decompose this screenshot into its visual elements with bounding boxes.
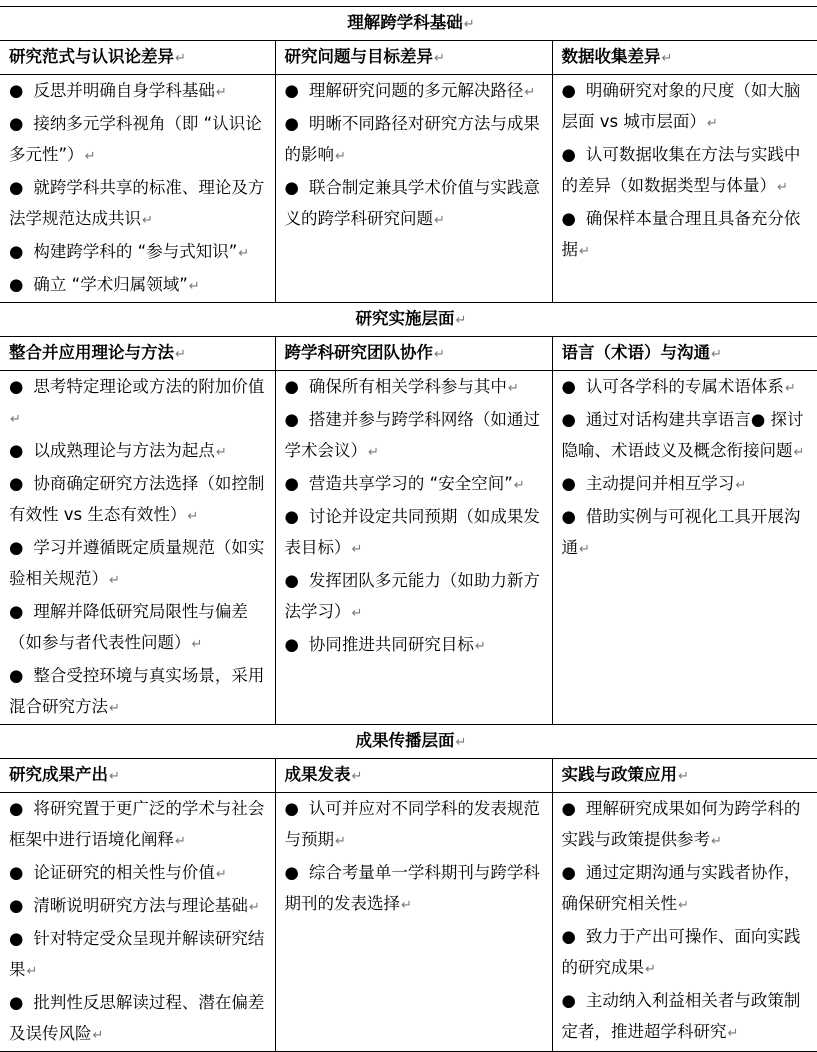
list-item: [285, 108, 548, 172]
column-header: [552, 759, 817, 793]
column-header-text: 整合并应用理论与方法: [9, 343, 174, 362]
content-cell: [552, 75, 817, 303]
bullet-icon: ●: [561, 377, 576, 396]
list-item-text: 理解并降低研究局限性与偏差（如参与者代表性问题）: [9, 602, 248, 652]
paragraph-mark: ↵: [175, 834, 186, 849]
list-item: [285, 468, 548, 501]
paragraph-mark: ↵: [188, 279, 200, 294]
paragraph-mark: ↵: [579, 244, 590, 259]
content-cell: [552, 793, 817, 1052]
paragraph-mark: ↵: [434, 51, 445, 66]
list-item: [9, 75, 271, 108]
column-header: [275, 41, 552, 75]
column-header-row: [0, 41, 817, 75]
list-item-text: 将研究置于更广泛的学术与社会框架中进行语境化阐释: [9, 799, 265, 849]
column-header-row: [0, 337, 817, 371]
list-item: [9, 236, 271, 269]
bullet-icon: ●: [9, 242, 24, 261]
paragraph-mark: ↵: [507, 381, 519, 396]
paragraph-mark: ↵: [191, 637, 203, 652]
bullet-icon: ●: [9, 896, 24, 915]
list-item-text: 批判性反思解读过程、潜在偏差及误传风险: [9, 993, 265, 1043]
bullet-icon: ●: [561, 474, 576, 493]
column-header-text: 数据收集差异: [561, 47, 661, 66]
list-item-text: 认可各学科的专属术语体系: [585, 377, 784, 396]
list-item: [285, 75, 548, 108]
paragraph-mark: ↵: [434, 347, 445, 362]
bullet-icon: ●: [284, 799, 299, 818]
list-item-text: 协商确定研究方法选择（如控制有效性 vs 生态有效性）: [9, 474, 265, 524]
list-item: [562, 921, 814, 985]
list-item: [9, 857, 271, 890]
bullet-icon: ●: [9, 81, 24, 100]
paragraph-mark: ↵: [793, 445, 805, 460]
content-cell: [0, 793, 275, 1052]
paragraph-mark: ↵: [10, 412, 21, 427]
paragraph-mark: ↵: [248, 900, 260, 915]
paragraph-mark: ↵: [215, 445, 227, 460]
column-header: [275, 759, 552, 793]
bullet-icon: ●: [561, 145, 576, 164]
paragraph-mark: ↵: [175, 51, 186, 66]
content-row: [0, 793, 817, 1052]
bullet-icon: ●: [561, 799, 576, 818]
paragraph-mark: ↵: [678, 898, 689, 913]
paragraph-mark: ↵: [434, 213, 445, 228]
list-item: [562, 139, 814, 203]
paragraph-mark: ↵: [351, 769, 363, 784]
paragraph-mark: ↵: [524, 85, 536, 100]
list-item: [562, 75, 814, 139]
content-cell: [275, 371, 552, 725]
list-item-text: 思考特定理论或方法的附加价值: [33, 377, 265, 396]
bullet-icon: ●: [284, 410, 299, 429]
column-header: [0, 41, 275, 75]
list-item-text: 主动纳入利益相关者与政策制定者，推进超学科研究: [561, 991, 801, 1041]
list-item-text: 营造共享学习的 “安全空间”: [308, 474, 513, 493]
content-cell: [275, 793, 552, 1052]
paragraph-mark: ↵: [513, 478, 525, 493]
list-item-text: 接纳多元学科视角（即 “认识论多元性”）: [9, 114, 262, 164]
paragraph-mark: ↵: [727, 1026, 739, 1041]
list-item: [562, 468, 814, 501]
section-title-text: 理解跨学科基础: [347, 13, 463, 32]
list-item-text: 理解研究问题的多元解决路径: [308, 81, 524, 100]
bullet-icon: ●: [9, 114, 24, 133]
paragraph-mark: ↵: [579, 542, 590, 557]
list-item-text: 理解研究成果如何为跨学科的实践与政策提供参考: [561, 799, 801, 849]
paragraph-mark: ↵: [84, 149, 96, 164]
list-item-text: 通过定期沟通与实践者协作，确保研究相关性: [561, 863, 801, 913]
list-item: [562, 793, 814, 857]
paragraph-mark: ↵: [661, 51, 673, 66]
section-title: [0, 725, 817, 759]
list-item-text: 学习并遵循既定质量规范（如实验相关规范）: [9, 538, 265, 588]
framework-table: [0, 6, 817, 1052]
section-title: [0, 303, 817, 337]
list-item: [285, 404, 548, 468]
list-item-text: 确立 “学术归属领域”: [33, 275, 188, 294]
content-row: [0, 371, 817, 725]
content-row: [0, 75, 817, 303]
content-cell: [552, 371, 817, 725]
list-item-text: 整合受控环境与真实场景，采用混合研究方法: [9, 666, 265, 716]
column-header: [0, 759, 275, 793]
list-item-text: 搭建并参与跨学科网络（如通过学术会议）: [284, 410, 540, 460]
paragraph-mark: ↵: [175, 347, 186, 362]
bullet-icon: ●: [9, 178, 24, 197]
list-item: [562, 404, 814, 468]
paragraph-mark: ↵: [187, 509, 199, 524]
list-item: [562, 203, 814, 267]
bullet-icon: ●: [9, 666, 24, 685]
list-item: [285, 501, 548, 565]
paragraph-mark: ↵: [351, 542, 363, 557]
paragraph-mark: ↵: [142, 213, 153, 228]
bullet-icon: ●: [284, 178, 299, 197]
bullet-icon: ●: [284, 635, 299, 654]
list-item-text: 发挥团队多元能力（如助力新方法学习）: [284, 571, 540, 621]
paragraph-mark: ↵: [463, 17, 475, 32]
bullet-icon: ●: [284, 114, 299, 133]
bullet-icon: ●: [561, 507, 576, 526]
paragraph-mark: ↵: [706, 116, 718, 131]
list-item-text: 明确研究对象的尺度（如大脑层面 vs 城市层面）: [561, 81, 801, 131]
section-title-row: [0, 7, 817, 41]
list-item-text: 清晰说明研究方法与理论基础: [33, 896, 248, 915]
list-item-text: 致力于产出可操作、面向实践的研究成果: [561, 927, 801, 977]
paragraph-mark: ↵: [335, 149, 346, 164]
column-header: [552, 337, 817, 371]
paragraph-mark: ↵: [26, 964, 38, 979]
content-cell: [275, 75, 552, 303]
paragraph-mark: ↵: [474, 639, 486, 654]
column-header: [0, 337, 275, 371]
list-item-text: 讨论并设定共同预期（如成果发表目标）: [284, 507, 540, 557]
paragraph-mark: ↵: [215, 867, 227, 882]
paragraph-mark: ↵: [735, 478, 747, 493]
list-item: [285, 793, 548, 857]
list-item: [285, 857, 548, 921]
column-header-text: 成果发表: [284, 765, 351, 784]
paragraph-mark: ↵: [645, 962, 656, 977]
list-item-text: 就跨学科共享的标准、理论及方法学规范达成共识: [9, 178, 265, 228]
list-item: [562, 371, 814, 404]
bullet-icon: ●: [284, 507, 299, 526]
column-header: [275, 337, 552, 371]
list-item: [9, 660, 271, 724]
bullet-icon: ●: [9, 474, 24, 493]
column-header: [552, 41, 817, 75]
list-item: [9, 532, 271, 596]
bullet-icon: ●: [561, 927, 576, 946]
section-title-row: [0, 725, 817, 759]
list-item: [285, 629, 548, 662]
list-item: [9, 371, 271, 435]
list-item: [562, 501, 814, 565]
list-item: [9, 793, 271, 857]
bullet-icon: ●: [9, 377, 24, 396]
bullet-icon: ●: [561, 410, 576, 429]
list-item-text: 以成熟理论与方法为起点: [33, 441, 215, 460]
list-item: [285, 565, 548, 629]
column-header-row: [0, 759, 817, 793]
column-header-text: 研究成果产出: [9, 765, 108, 784]
list-item-text: 通过对话构建共享语言● 探讨隐喻、术语歧义及概念衔接问题: [561, 410, 804, 460]
content-cell: [0, 75, 275, 303]
list-item: [562, 985, 814, 1049]
bullet-icon: ●: [561, 991, 576, 1010]
bullet-icon: ●: [284, 474, 299, 493]
paragraph-mark: ↵: [777, 180, 788, 195]
paragraph-mark: ↵: [784, 381, 796, 396]
list-item-text: 反思并明确自身学科基础: [33, 81, 215, 100]
list-item-text: 联合制定兼具学术价值与实践意义的跨学科研究问题: [284, 178, 540, 228]
list-item: [9, 890, 271, 923]
column-header-text: 跨学科研究团队协作: [284, 343, 433, 362]
list-item-text: 借助实例与可视化工具开展沟通: [561, 507, 801, 557]
paragraph-mark: ↵: [455, 313, 467, 328]
bullet-icon: ●: [561, 863, 576, 882]
paragraph-mark: ↵: [335, 834, 346, 849]
column-header-text: 实践与政策应用: [561, 765, 677, 784]
list-item-text: 认可并应对不同学科的发表规范与预期: [284, 799, 540, 849]
bullet-icon: ●: [9, 602, 24, 621]
list-item-text: 针对特定受众呈现并解读研究结果: [9, 929, 265, 979]
paragraph-mark: ↵: [678, 769, 689, 784]
column-header-text: 语言（术语）与沟通: [561, 343, 710, 362]
list-item-text: 协同推进共同研究目标: [308, 635, 474, 654]
bullet-icon: ●: [9, 993, 24, 1012]
column-header-text: 研究范式与认识论差异: [9, 47, 174, 66]
section-title: [0, 7, 817, 41]
paragraph-mark: ↵: [215, 85, 227, 100]
bullet-icon: ●: [9, 799, 24, 818]
bullet-icon: ●: [9, 275, 24, 294]
bullet-icon: ●: [561, 209, 576, 228]
paragraph-mark: ↵: [92, 1028, 104, 1043]
bullet-icon: ●: [284, 81, 299, 100]
bullet-icon: ●: [284, 571, 299, 590]
paragraph-mark: ↵: [238, 246, 250, 261]
list-item: [9, 269, 271, 302]
paragraph-mark: ↵: [368, 445, 379, 460]
list-item: [285, 172, 548, 236]
bullet-icon: ●: [9, 929, 24, 948]
list-item: [562, 857, 814, 921]
framework-table-body: [0, 7, 817, 1052]
bullet-icon: ●: [284, 863, 299, 882]
content-cell: [0, 371, 275, 725]
list-item-text: 认可数据收集在方法与实践中的差异（如数据类型与体量）: [561, 145, 801, 195]
list-item-text: 确保样本量合理且具备充分依据: [561, 209, 801, 259]
bullet-icon: ●: [284, 377, 299, 396]
section-title-text: 成果传播层面: [355, 731, 455, 750]
list-item: [9, 596, 271, 660]
list-item-text: 构建跨学科的 “参与式知识”: [33, 242, 238, 261]
paragraph-mark: ↵: [711, 347, 722, 362]
list-item: [9, 435, 271, 468]
list-item-text: 明晰不同路径对研究方法与成果的影响: [284, 114, 540, 164]
paragraph-mark: ↵: [109, 573, 120, 588]
paragraph-mark: ↵: [401, 898, 412, 913]
bullet-icon: ●: [9, 863, 24, 882]
list-item: [9, 108, 271, 172]
list-item-text: 综合考量单一学科期刊与跨学科期刊的发表选择: [284, 863, 540, 913]
paragraph-mark: ↵: [351, 606, 363, 621]
paragraph-mark: ↵: [109, 701, 120, 716]
paragraph-mark: ↵: [711, 834, 722, 849]
list-item: [9, 923, 271, 987]
list-item-text: 主动提问并相互学习: [585, 474, 735, 493]
column-header-text: 研究问题与目标差异: [284, 47, 433, 66]
section-title-text: 研究实施层面: [355, 309, 455, 328]
bullet-icon: ●: [561, 81, 576, 100]
section-title-row: [0, 303, 817, 337]
paragraph-mark: ↵: [455, 735, 467, 750]
list-item: [285, 371, 548, 404]
list-item-text: 论证研究的相关性与价值: [33, 863, 215, 882]
list-item-text: 确保所有相关学科参与其中: [308, 377, 507, 396]
bullet-icon: ●: [9, 441, 24, 460]
list-item: [9, 468, 271, 532]
paragraph-mark: ↵: [109, 769, 120, 784]
list-item: [9, 987, 271, 1051]
list-item: [9, 172, 271, 236]
bullet-icon: ●: [9, 538, 24, 557]
